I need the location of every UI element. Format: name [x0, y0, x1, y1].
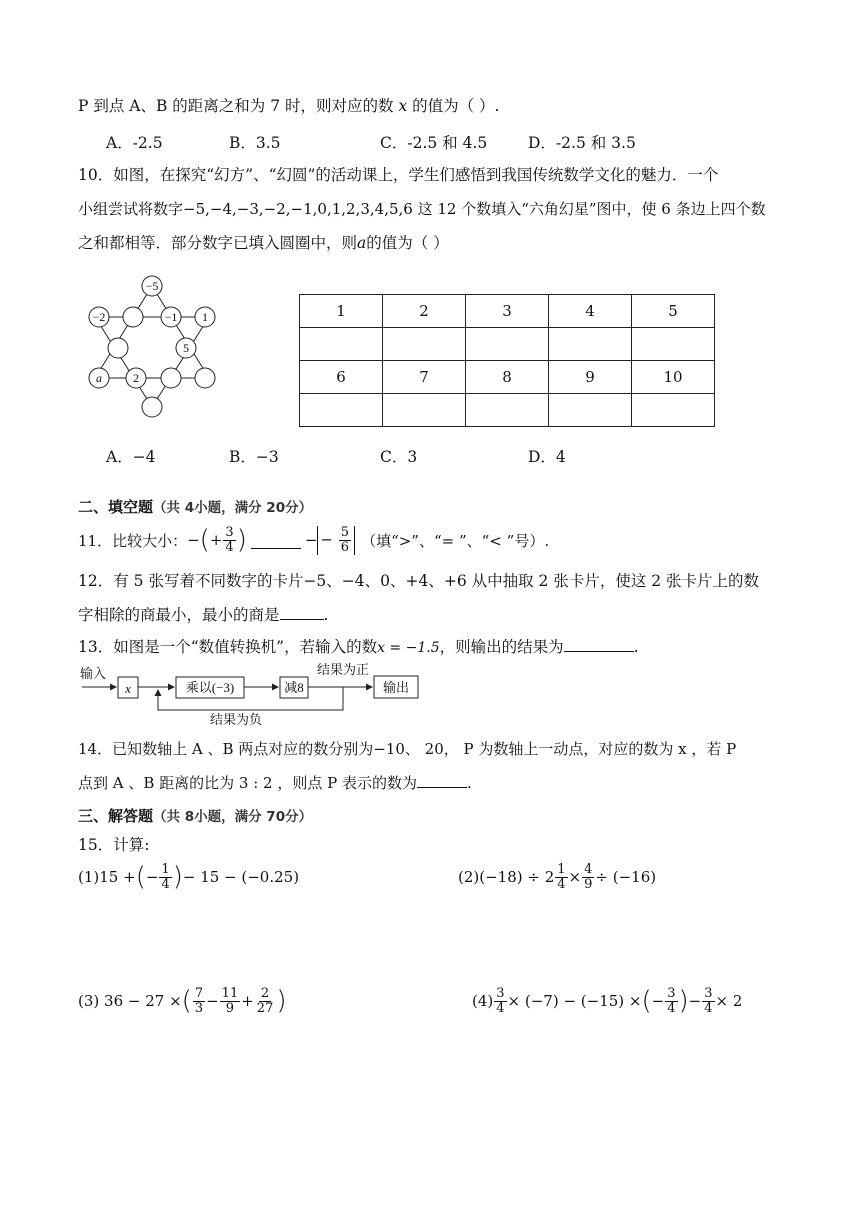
- table-cell-empty[interactable]: [549, 394, 632, 427]
- flow-x-box: x: [125, 681, 131, 696]
- table-row: [300, 328, 715, 361]
- hexagram-star-figure: [84, 270, 224, 422]
- answer-blank[interactable]: [564, 635, 634, 652]
- flow-subtract-box: 减8: [284, 680, 304, 695]
- q15-title: 15．计算:: [78, 836, 150, 854]
- q14-line-1: 14．已知数轴上 A 、B 两点对应的数分别为−10、 20， P 为数轴上一动点，对应的数为 x ，若 P: [78, 740, 737, 758]
- q10-option-d: D．4: [528, 448, 566, 466]
- answer-blank[interactable]: [280, 603, 324, 620]
- q10-option-a: A．−4: [106, 448, 156, 466]
- fraction: $\frac{3}{4}$: [225, 524, 234, 555]
- flow-output-box: 输出: [382, 680, 410, 695]
- section-3-heading: 三、解答题（共 8小题，满分 70分）: [78, 807, 313, 825]
- q12-line-2: 字相除的商最小，最小的商是 .: [78, 603, 328, 626]
- q15-part-4: (4) $\frac{3}{4}$ × (−7) − (−15) × ( − $\frac{3}{4}$ ) − $\frac{3}{4}$ × 2: [472, 985, 743, 1016]
- q9-option-c: C．-2.5 和 4.5: [380, 134, 488, 152]
- star-label: 5: [183, 341, 189, 355]
- star-label: a: [96, 371, 102, 385]
- table-cell: 3: [466, 295, 549, 328]
- table-cell: 10: [632, 361, 715, 394]
- q13-line: 13．如图是一个“数值转换机”，若输入的数x = −1.5，则输出的结果为 .: [78, 635, 639, 659]
- table-row: [300, 295, 715, 328]
- answer-blank[interactable]: [251, 532, 301, 549]
- table-cell: 2: [383, 295, 466, 328]
- q11: 11．比较大小： − ( + $\frac{3}{4}$ ) − − $\frac{5}{6}$ （填“>”、“= ”、“< ”号）.: [78, 524, 550, 555]
- q9-option-b: B．3.5: [229, 134, 281, 152]
- table-cell: 7: [383, 361, 466, 394]
- table-cell: 8: [466, 361, 549, 394]
- answer-table: [299, 294, 715, 427]
- q12-line-1: 12．有 5 张写着不同数字的卡片−5、−4、0、+4、+6 从中抽取 2 张卡片，使这 2 张卡片上的数: [78, 572, 760, 590]
- table-cell: 1: [300, 295, 383, 328]
- q10-line-1: 10．如图，在探究“幻方”、“幻圆”的活动课上，学生们感悟到我国传统数学文化的魅力．一个: [78, 166, 719, 184]
- table-cell: 5: [632, 295, 715, 328]
- star-circle-bottom: [142, 397, 162, 417]
- q9-option-a: A．-2.5: [106, 134, 163, 152]
- table-cell-empty[interactable]: [466, 328, 549, 361]
- answer-blank[interactable]: [417, 771, 467, 788]
- table-cell-empty[interactable]: [300, 394, 383, 427]
- q15-part-2: (2) (−18) ÷ 2 $\frac{1}{4}$ × $\frac{4}{9}$ ÷ (−16): [458, 861, 657, 892]
- star-circle-br: [161, 368, 181, 388]
- q9-stem: P 到点 A、B 的距离之和为 7 时，则对应的数 x 的值为（ ）.: [78, 97, 500, 115]
- q10-option-c: C．3: [380, 448, 418, 466]
- q9-option-d: D．-2.5 和 3.5: [528, 134, 636, 152]
- table-cell-empty[interactable]: [632, 394, 715, 427]
- table-row: [300, 361, 715, 394]
- star-label: 1: [202, 310, 208, 324]
- section-2-heading: 二、填空题（共 4小题，满分 20分）: [78, 498, 313, 516]
- star-label: 2: [133, 371, 139, 385]
- number-machine-flowchart: [78, 662, 428, 728]
- table-cell-empty[interactable]: [466, 394, 549, 427]
- flow-negative-label: 结果为负: [209, 712, 263, 727]
- table-cell: 9: [549, 361, 632, 394]
- q10-option-b: B．−3: [229, 448, 279, 466]
- table-cell: 4: [549, 295, 632, 328]
- star-circle-lr: [195, 368, 215, 388]
- star-label: −5: [145, 279, 159, 293]
- q14-line-2: 点到 A 、B 距离的比为 3 : 2 ，则点 P 表示的数为 .: [78, 771, 472, 794]
- q15-part-3: (3) 36 − 27 × ( $\frac{7}{3}$ − $\frac{11}{9}$ + $\frac{2}{27}$ ): [78, 985, 287, 1016]
- table-cell-empty[interactable]: [300, 328, 383, 361]
- star-label: −1: [164, 310, 178, 324]
- q15-part-1: (1) 15 + ( − $\frac{1}{4}$ ) − 15 − (−0.25): [78, 861, 300, 892]
- table-cell-empty[interactable]: [549, 328, 632, 361]
- table-cell: 6: [300, 361, 383, 394]
- q10-line-2: 小组尝试将数字−5,−4,−3,−2,−1,0,1,2,3,4,5,6 这 12 个数填入“六角幻星”图中，使 6 条边上四个数: [78, 200, 766, 218]
- table-cell-empty[interactable]: [632, 328, 715, 361]
- absolute-value: − $\frac{5}{6}$: [317, 526, 355, 555]
- flow-multiply-box: 乘以(−3): [185, 680, 235, 695]
- star-circle-tl: [123, 307, 143, 327]
- table-cell-empty[interactable]: [383, 328, 466, 361]
- flow-positive-label: 结果为正: [316, 662, 370, 677]
- q10-line-3: 之和都相等．部分数字已填入圆圈中，则a的值为（ ）: [78, 234, 449, 252]
- star-circle-ml: [108, 338, 128, 358]
- table-row: [300, 394, 715, 427]
- flow-input-label: 输入: [80, 666, 107, 681]
- star-label: −2: [92, 310, 106, 324]
- table-cell-empty[interactable]: [383, 394, 466, 427]
